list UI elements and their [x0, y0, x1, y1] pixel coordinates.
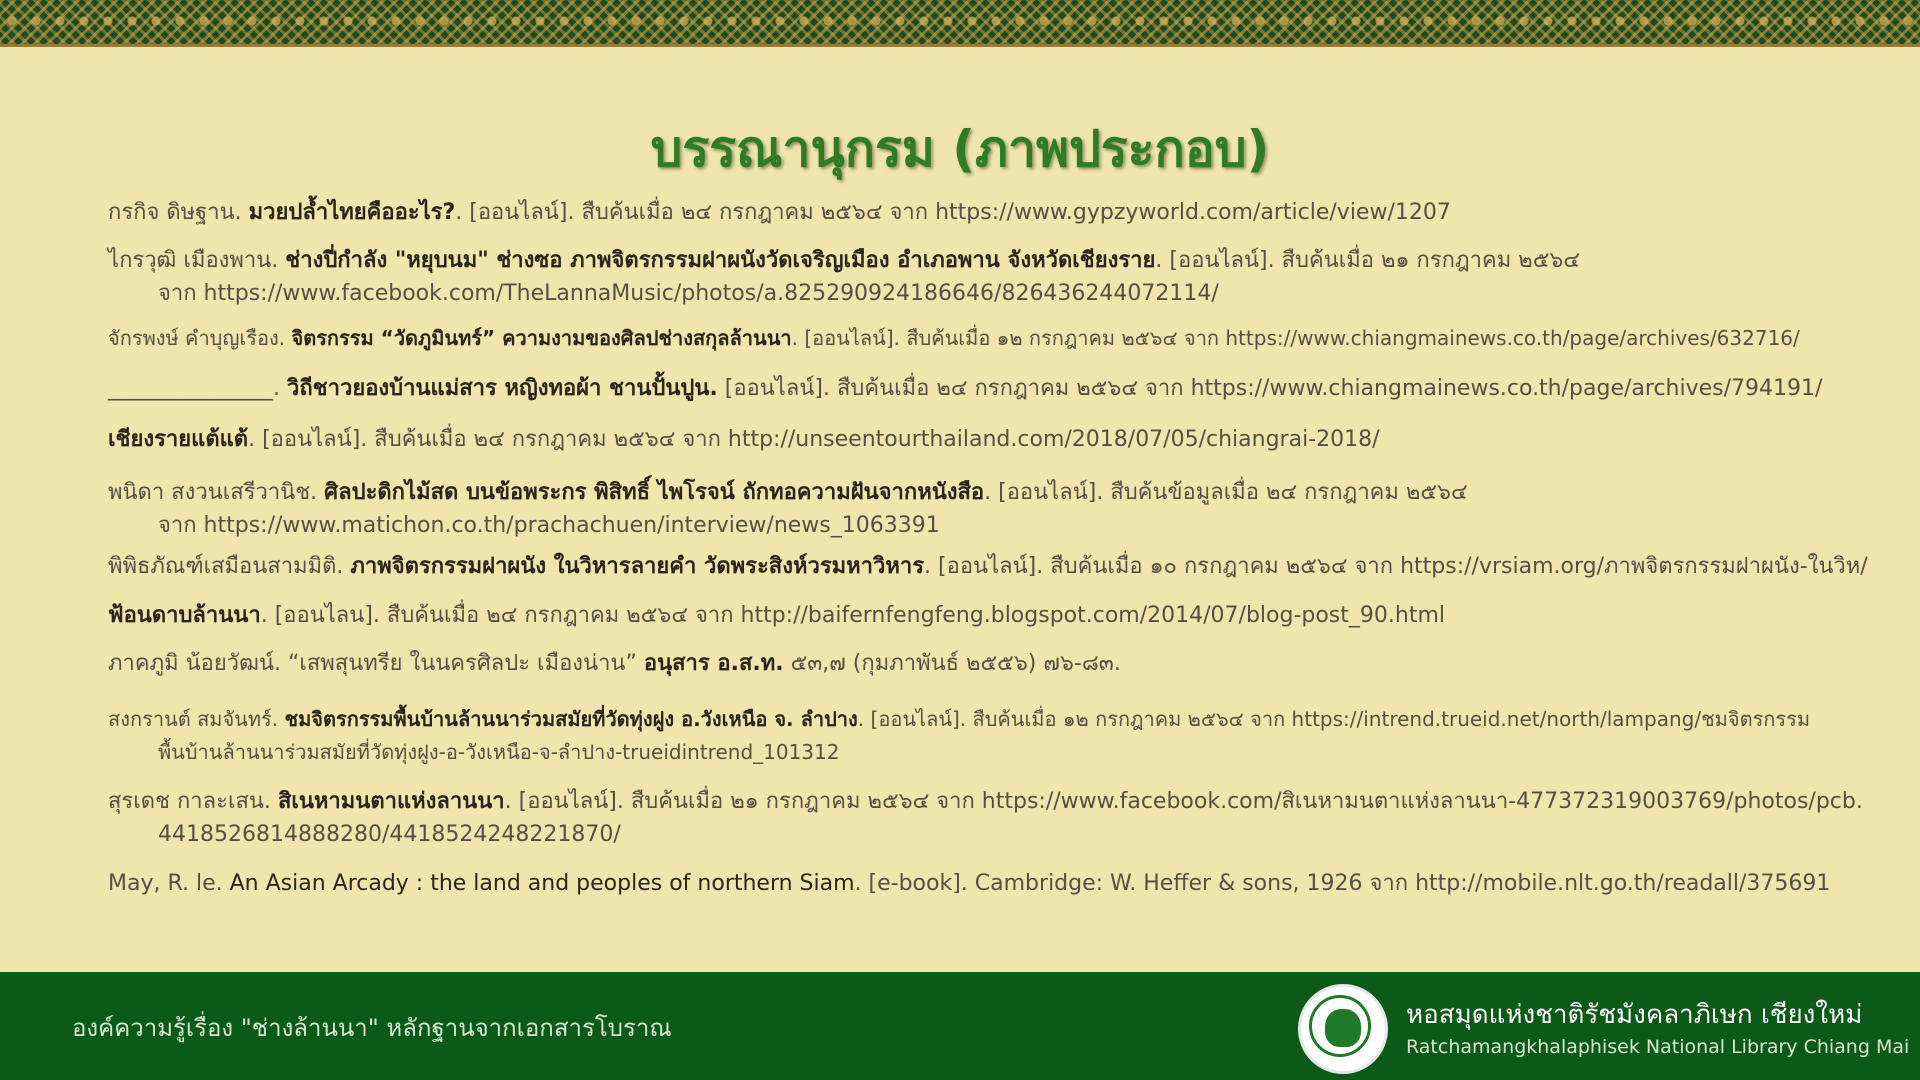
reference-item: [108, 476, 1868, 542]
reference-item: [108, 196, 1868, 229]
reference-item: [108, 647, 1868, 680]
reference-title: ศิลปะดิกไม้สด บนข้อพระกร พิสิทธิ์ ไพโรจน์ ถักทอความฝันจากหนังสือ: [324, 480, 985, 505]
reference-title: ช่างปี่กำลัง "หยุบนม" ช่างซอ ภาพจิตรกรรมฝาผนังวัดเจริญเมือง อำเภอพาน จังหวัดเชียงราย: [285, 248, 1156, 273]
reference-author: พนิดา สงวนเสรีวานิช.: [108, 480, 318, 505]
reference-title: An Asian Arcady : the land and peoples of northern Siam: [229, 871, 855, 896]
reference-details: . [ออนไลน์]. สืบค้นเมื่อ ๑๒ กรกฎาคม ๒๕๖๔ จาก https://www.chiangmainews.co.th/page/archives/632716/: [791, 326, 1800, 350]
reference-item: [108, 703, 1868, 769]
reference-details: ๕๓,๗ (กุมภาพันธ์ ๒๕๕๖) ๗๖-๘๓.: [783, 651, 1121, 676]
reference-details: . [ออนไลน์]. สืบค้นเมื่อ ๒๔ กรกฎาคม ๒๕๖๔ จาก https://www.gypzyworld.com/article/view/1207: [455, 200, 1451, 225]
reference-title: ฟ้อนดาบล้านนา: [108, 603, 261, 628]
seal-emblem: [1325, 1009, 1361, 1047]
reference-title: ชมจิตรกรรมพื้นบ้านล้านนาร่วมสมัยที่วัดทุ่งฝูง อ.วังเหนือ จ. ลำปาง: [284, 707, 858, 731]
reference-details: . [ออนไลน์]. สืบค้นข้อมูลเมื่อ ๒๔ กรกฎาคม ๒๕๖๔: [984, 480, 1468, 505]
reference-item: [108, 785, 1868, 851]
reference-title: ภาพจิตรกรรมฝาผนัง ในวิหารลายคำ วัดพระสิงห์วรมหาวิหาร: [350, 554, 925, 579]
reference-continuation: พื้นบ้านล้านนาร่วมสมัยที่วัดทุ่งฝูง-อ-วังเหนือ-จ-ลำปาง-trueidintrend_101312: [158, 740, 840, 764]
reference-details: . [ออนไลน์]. สืบค้นเมื่อ ๒๑ กรกฎาคม ๒๕๖๔ จาก https://www.facebook.com/สิเนหามนตาแห่งลานนา-477372319003769/photos/pcb.: [504, 789, 1863, 814]
fine-arts-department-seal-icon: [1298, 984, 1388, 1074]
reference-title: เชียงรายแต้แต้: [108, 427, 249, 452]
reference-author: กรกิจ ดิษฐาน.: [108, 200, 242, 225]
footer-bar: [0, 972, 1920, 1080]
reference-author: _______________.: [108, 376, 280, 401]
reference-author: May, R. le.: [108, 871, 223, 896]
reference-item: [108, 372, 1868, 405]
reference-title: สิเนหามนตาแห่งลานนา: [277, 789, 505, 814]
reference-title: มวยปล้ำไทยคืออะไร?: [248, 200, 456, 225]
page-title: บรรณานุกรม (ภาพประกอบ): [650, 120, 1270, 178]
reference-author: สงกรานต์ สมจันทร์.: [108, 707, 279, 731]
reference-details: . [e-book]. Cambridge: W. Heffer & sons, 1926 จาก http://mobile.nlt.go.th/readall/375691: [854, 871, 1831, 896]
top-ornamental-border: [0, 0, 1920, 47]
reference-details: . [ออนไลน์]. สืบค้นเมื่อ ๒๑ กรกฎาคม ๒๕๖๔: [1155, 248, 1580, 273]
reference-details: . [ออนไลน์]. สืบค้นเมื่อ ๒๔ กรกฎาคม ๒๕๖๔ จาก http://unseentourthailand.com/2018/07/05/chiangrai-2018/: [248, 427, 1380, 452]
reference-author: ไกรวุฒิ เมืองพาน.: [108, 248, 279, 273]
reference-title: อนุสาร อ.ส.ท.: [643, 651, 784, 676]
reference-author: จักรพงษ์ คำบุญเรือง.: [108, 326, 286, 350]
reference-item: [108, 550, 1868, 583]
library-name-thai: หอสมุดแห่งชาติรัชมังคลาภิเษก เชียงใหม่: [1406, 1000, 1863, 1030]
reference-item: [108, 322, 1868, 355]
reference-item: [108, 599, 1868, 632]
reference-continuation: 4418526814888280/4418524248221870/: [158, 822, 621, 847]
reference-continuation: จาก https://www.facebook.com/TheLannaMusic/photos/a.825290924186646/826436244072114/: [158, 281, 1219, 306]
reference-continuation: จาก https://www.matichon.co.th/prachachuen/interview/news_1063391: [158, 513, 940, 538]
reference-title: วิถีชาวยองบ้านแม่สาร หญิงทอผ้า ชานปั้นปูน.: [287, 376, 718, 401]
reference-author: พิพิธภัณฑ์เสมือนสามมิติ.: [108, 554, 344, 579]
footer-topic: องค์ความรู้เรื่อง "ช่างล้านนา" หลักฐานจากเอกสารโบราณ: [72, 1014, 672, 1042]
reference-author: ภาคภูมิ น้อยวัฒน์. “เสพสุนทรีย ในนครศิลปะ เมืองน่าน”: [108, 651, 637, 676]
reference-title: จิตรกรรม “วัดภูมินทร์” ความงามของศิลปช่างสกุลล้านนา: [291, 326, 792, 350]
reference-item: [108, 423, 1868, 456]
reference-item: [108, 867, 1868, 900]
border-pattern: [0, 8, 1920, 34]
reference-item: [108, 244, 1868, 310]
reference-details: . [ออนไลน์]. สืบค้นเมื่อ ๑๐ กรกฎาคม ๒๕๖๔ จาก https://vrsiam.org/ภาพจิตรกรรมฝาผนัง-ในวิห/: [924, 554, 1868, 579]
reference-details: . [ออนไลน]. สืบค้นเมื่อ ๒๔ กรกฎาคม ๒๕๖๔ จาก http://baifernfengfeng.blogspot.com/2014/07/blog-post_90.html: [260, 603, 1445, 628]
reference-details: [ออนไลน์]. สืบค้นเมื่อ ๒๔ กรกฎาคม ๒๕๖๔ จาก https://www.chiangmainews.co.th/page/archives/794191/: [717, 376, 1823, 401]
library-name-english: Ratchamangkhalaphisek National Library Chiang Mai: [1406, 1036, 1910, 1058]
reference-author: สุรเดช กาละเสน.: [108, 789, 271, 814]
reference-details: . [ออนไลน์]. สืบค้นเมื่อ ๑๒ กรกฎาคม ๒๕๖๔ จาก https://intrend.trueid.net/north/lampang/ชมจิตรกรรม: [857, 707, 1811, 731]
